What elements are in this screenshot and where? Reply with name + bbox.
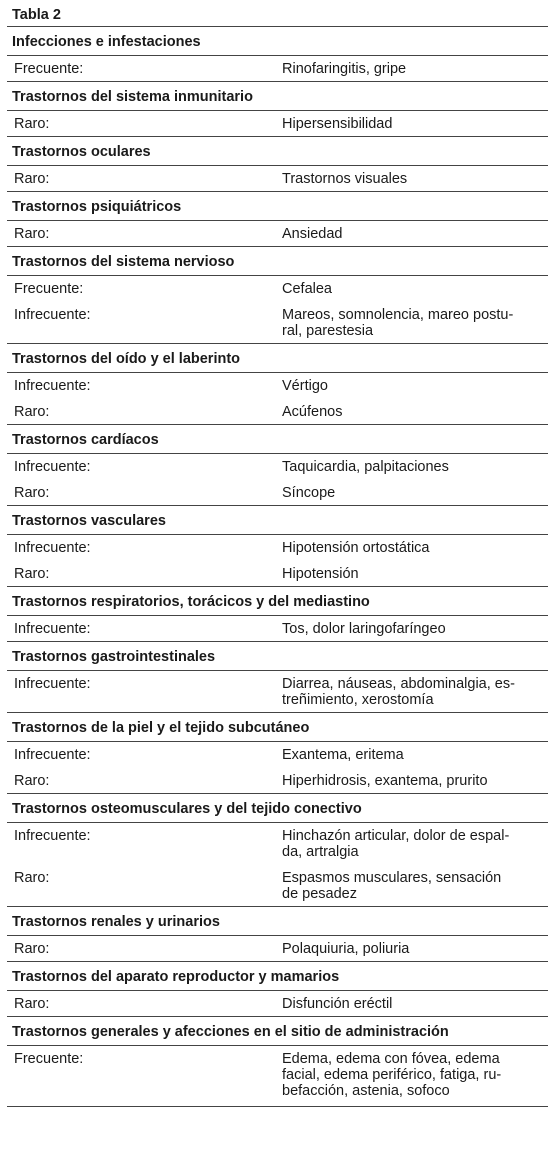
adverse-effect-text: Ansiedad (282, 226, 343, 242)
frequency-label: Infrecuente: (14, 378, 91, 394)
adverse-effect-text: Hipersensibilidad (282, 116, 393, 132)
table-row (7, 56, 548, 82)
frequency-label: Raro: (14, 226, 50, 242)
section-header: Trastornos generales y afecciones en el sitio de administración (7, 1016, 548, 1046)
table-row (7, 561, 548, 587)
adverse-effect-text: Hiperhidrosis, exantema, prurito (282, 773, 488, 789)
adverse-effect-text: Taquicardia, palpitaciones (282, 459, 449, 475)
adverse-effect-text: Exantema, eritema (282, 747, 404, 763)
adverse-effect-text: Disfunción eréctil (282, 996, 393, 1012)
table-row (7, 671, 548, 713)
section-header: Trastornos osteomusculares y del tejido conectivo (7, 793, 548, 823)
table-row (7, 454, 548, 480)
table-body (7, 26, 548, 1104)
adverse-effect-text: Acúfenos (282, 404, 343, 420)
frequency-label: Infrecuente: (14, 747, 91, 763)
table-row (7, 768, 548, 794)
section-header: Trastornos gastrointestinales (7, 641, 548, 671)
table-row (7, 936, 548, 962)
section-header: Trastornos oculares (7, 136, 548, 166)
table-row (7, 865, 548, 907)
adverse-effect-text: Síncope (282, 485, 336, 501)
section-header: Trastornos de la piel y el tejido subcutáneo (7, 712, 548, 742)
adverse-effect-text: Cefalea (282, 281, 332, 297)
section-header: Trastornos respiratorios, torácicos y del mediastino (7, 586, 548, 616)
adverse-effect-text: Hipotensión ortostática (282, 540, 430, 556)
table-row (7, 535, 548, 561)
frequency-label: Raro: (14, 566, 50, 582)
section-header: Trastornos cardíacos (7, 424, 548, 454)
section-header: Trastornos del oído y el laberinto (7, 343, 548, 373)
table-row (7, 302, 548, 344)
frequency-label: Raro: (14, 941, 50, 957)
table-row (7, 373, 548, 399)
frequency-label: Frecuente: (14, 281, 84, 297)
table-title: Tabla 2 (7, 4, 548, 27)
section-header: Trastornos renales y urinarios (7, 906, 548, 936)
section-header: Trastornos del sistema nervioso (7, 246, 548, 276)
frequency-label: Raro: (14, 171, 50, 187)
table-row (7, 823, 548, 865)
adverse-effect-text: Rinofaringitis, gripe (282, 61, 407, 77)
table-row (7, 742, 548, 768)
table-row (7, 399, 548, 425)
section-header: Trastornos del aparato reproductor y mamarios (7, 961, 548, 991)
table-row (7, 991, 548, 1017)
table-bottom-rule (7, 1106, 548, 1107)
table-row (7, 480, 548, 506)
frequency-label: Raro: (14, 404, 50, 420)
adverse-effect-text: Trastornos visuales (282, 171, 408, 187)
section-header: Trastornos psiquiátricos (7, 191, 548, 221)
adverse-effect-text: Polaquiuria, poliuria (282, 941, 410, 957)
adverse-effect-text: Hinchazón articular, dolor de espal- da, artralgia (282, 828, 510, 860)
frequency-label: Raro: (14, 116, 50, 132)
frequency-label: Raro: (14, 870, 50, 886)
frequency-label: Infrecuente: (14, 459, 91, 475)
adverse-effects-table (7, 0, 548, 1107)
section-header: Infecciones e infestaciones (7, 26, 548, 56)
section-header: Trastornos del sistema inmunitario (7, 81, 548, 111)
adverse-effect-text: Diarrea, náuseas, abdominalgia, es- treñimiento, xerostomía (282, 676, 515, 708)
frequency-label: Infrecuente: (14, 828, 91, 844)
table-row (7, 1046, 548, 1104)
frequency-label: Frecuente: (14, 61, 84, 77)
table-row (7, 616, 548, 642)
adverse-effect-text: Hipotensión (282, 566, 359, 582)
adverse-effect-text: Edema, edema con fóvea, edema facial, edema periférico, fatiga, ru- befacción, astenia, sofoco (282, 1051, 502, 1099)
frequency-label: Infrecuente: (14, 540, 91, 556)
adverse-effect-text: Vértigo (282, 378, 328, 394)
table-row (7, 166, 548, 192)
table-row (7, 276, 548, 302)
section-header: Trastornos vasculares (7, 505, 548, 535)
frequency-label: Raro: (14, 485, 50, 501)
frequency-label: Raro: (14, 996, 50, 1012)
table-row (7, 221, 548, 247)
frequency-label: Infrecuente: (14, 676, 91, 692)
frequency-label: Infrecuente: (14, 621, 91, 637)
frequency-label: Infrecuente: (14, 307, 91, 323)
frequency-label: Frecuente: (14, 1051, 84, 1067)
table-row (7, 111, 548, 137)
frequency-label: Raro: (14, 773, 50, 789)
adverse-effect-text: Mareos, somnolencia, mareo postu- ral, parestesia (282, 307, 514, 339)
adverse-effect-text: Espasmos musculares, sensación de pesadez (282, 870, 502, 902)
adverse-effect-text: Tos, dolor laringofaríngeo (282, 621, 446, 637)
